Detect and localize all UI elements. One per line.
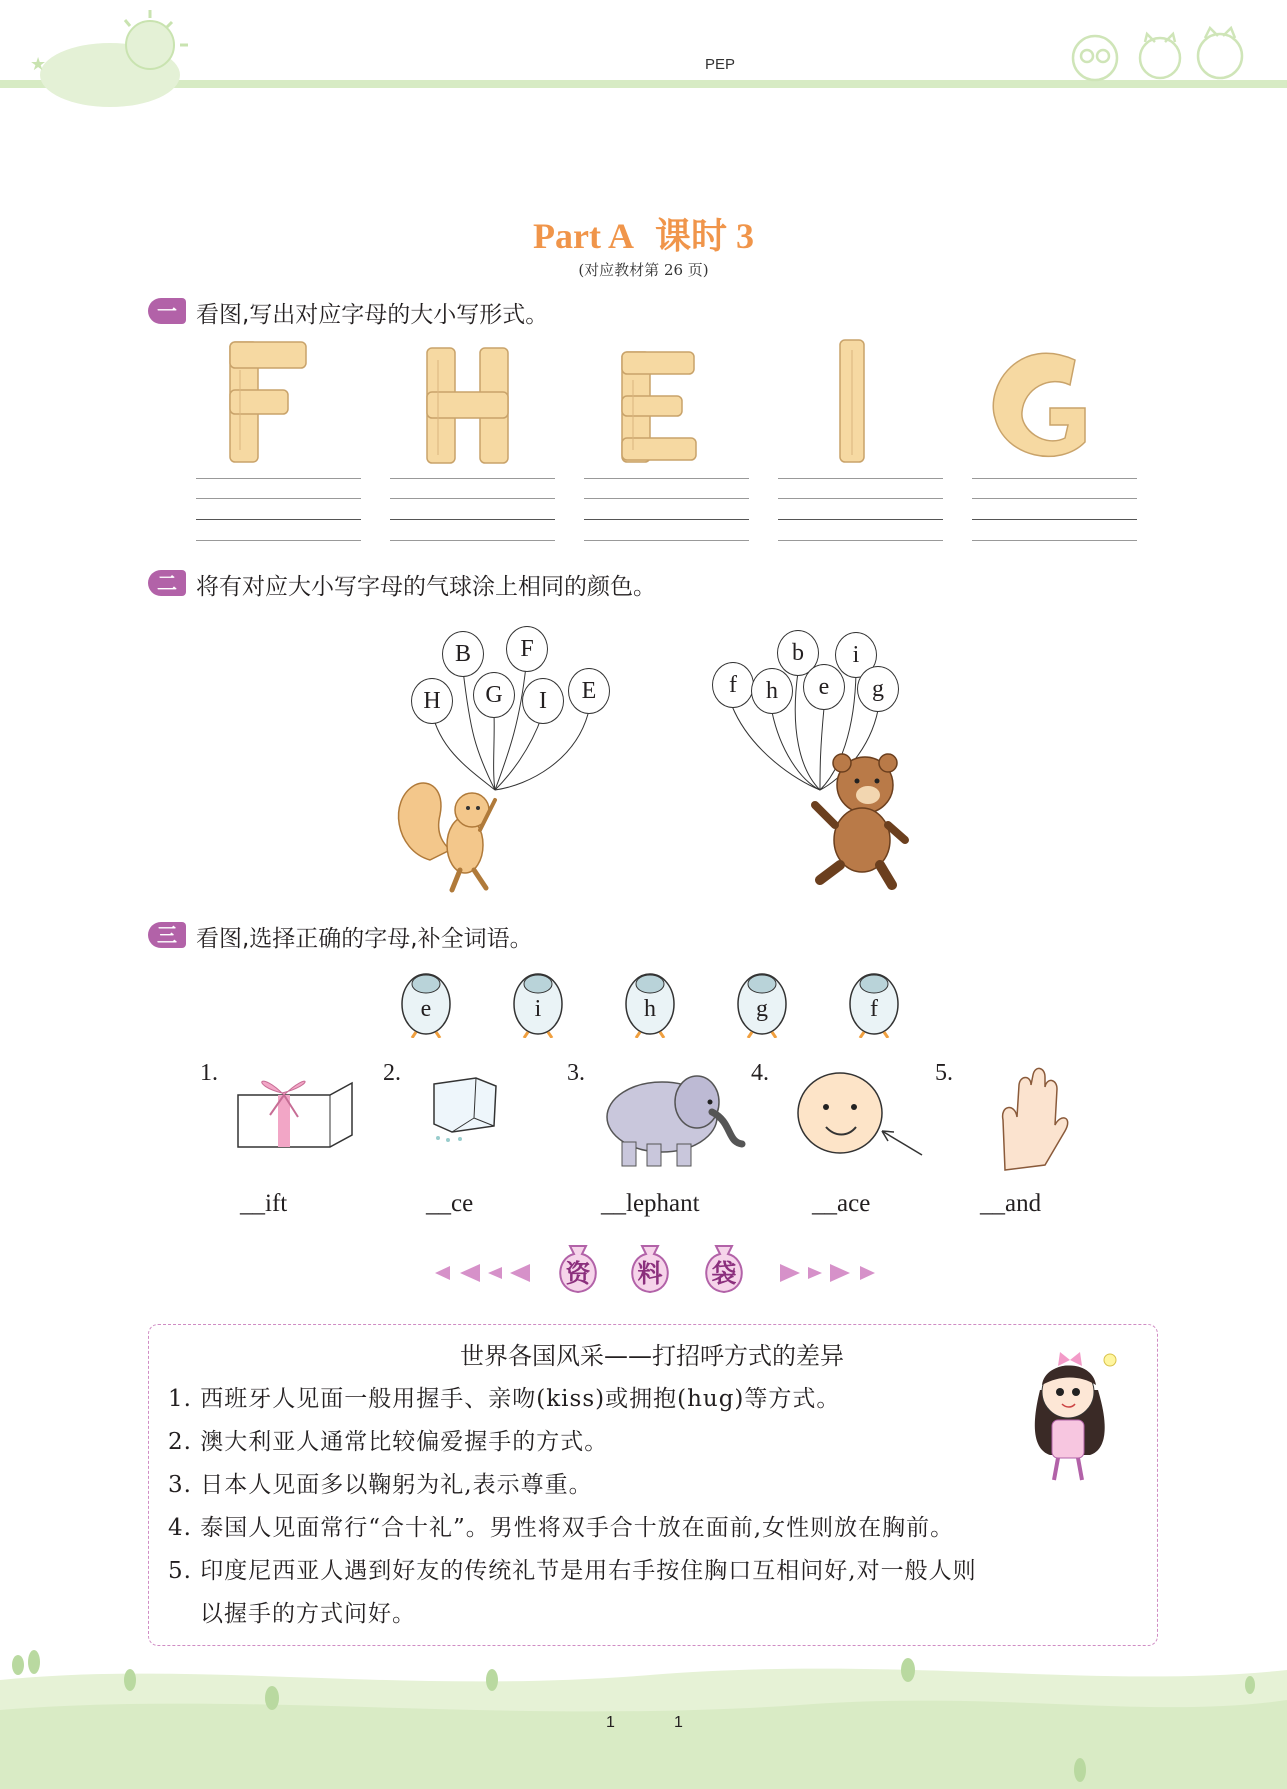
page-number-right: 1 [674, 1714, 683, 1731]
hand-icon [985, 1065, 1075, 1175]
bear-icon [800, 745, 920, 895]
page-number-left: 1 [606, 1714, 615, 1731]
balloon-lower-h[interactable]: h [751, 668, 793, 714]
info-line-5: 5. 印度尼西亚人遇到好友的传统礼节是用右手按住胸口互相问好,对一般人则 [168, 1558, 977, 1584]
elephant-icon [592, 1062, 752, 1172]
page-title [0, 208, 1287, 259]
section-badge-3: 三 [148, 922, 186, 948]
info-bag-1: 资 [554, 1240, 602, 1290]
question-number-2: 2. [383, 1060, 401, 1086]
balloon-upper-h[interactable]: H [411, 678, 453, 724]
option-penguin-e[interactable] [400, 970, 452, 1030]
section-instruction-2: 将有对应大小写字母的气球涂上相同的颜色。 [196, 574, 656, 600]
info-line-1: 1. 西班牙人见面一般用握手、亲吻(kiss)或拥抱(hug)等方式。 [168, 1386, 841, 1412]
girl-icon [1010, 1340, 1130, 1490]
question-number-4: 4. [751, 1060, 769, 1086]
info-bag-3: 袋 [700, 1240, 748, 1290]
part-label: Part A [533, 216, 634, 256]
squirrel-icon [390, 760, 520, 900]
balloon-upper-f[interactable]: F [506, 626, 548, 672]
info-line-3: 3. 日本人见面多以鞠躬为礼,表示尊重。 [168, 1472, 593, 1498]
fish-decoration-right [770, 1258, 880, 1288]
answer-blank-4[interactable]: __ace [812, 1190, 871, 1217]
balloon-lower-i[interactable]: i [835, 632, 877, 678]
balloon-upper-e[interactable]: E [568, 668, 610, 714]
face-icon [790, 1065, 930, 1165]
fish-decoration-left [430, 1258, 540, 1288]
wood-letter-g [993, 353, 1085, 456]
series-label: PEP [704, 56, 735, 73]
option-letter: i [534, 996, 542, 1022]
ice-icon [424, 1070, 514, 1145]
info-bag-2: 料 [626, 1240, 674, 1290]
question-number-5: 5. [935, 1060, 953, 1086]
balloon-lower-f[interactable]: f [712, 662, 754, 708]
wood-letter-f [230, 342, 306, 462]
info-title: 世界各国风采——打招呼方式的差异 [460, 1342, 844, 1370]
balloon-lower-e[interactable]: e [803, 664, 845, 710]
section-badge-1: 一 [148, 298, 186, 324]
option-penguin-g[interactable] [736, 970, 788, 1030]
option-penguin-f[interactable] [848, 970, 900, 1030]
balloon-lower-g[interactable]: g [857, 666, 899, 712]
animal-faces-decoration [1055, 20, 1255, 85]
lesson-label: 课时 3 [654, 216, 754, 256]
info-line-4: 4. 泰国人见面常行“合十礼”。男性将双手合十放在面前,女性则放在胸前。 [168, 1515, 955, 1541]
option-letter: g [756, 996, 768, 1022]
option-penguin-i[interactable] [512, 970, 564, 1030]
option-letter: f [870, 996, 878, 1022]
sun-cloud-decoration [0, 0, 220, 115]
section-badge-2: 二 [148, 570, 186, 596]
option-letter: e [420, 996, 432, 1022]
info-line-6: 以握手的方式问好。 [200, 1601, 416, 1627]
question-number-1: 1. [200, 1060, 218, 1086]
wooden-letters [190, 330, 1150, 470]
question-number-3: 3. [567, 1060, 585, 1086]
svg-text:★: ★ [30, 54, 47, 75]
answer-blank-3[interactable]: __lephant [601, 1190, 700, 1217]
option-penguin-h[interactable] [624, 970, 676, 1030]
section-instruction-3: 看图,选择正确的字母,补全词语。 [196, 926, 533, 952]
balloon-upper-g[interactable]: G [473, 672, 515, 718]
balloon-upper-b[interactable]: B [442, 631, 484, 677]
wood-letter-h [427, 348, 508, 463]
answer-blank-5[interactable]: __and [980, 1190, 1042, 1217]
answer-blank-1[interactable]: __ift [240, 1190, 288, 1217]
balloon-upper-i[interactable]: I [522, 678, 564, 724]
gift-icon [230, 1065, 360, 1155]
section-instruction-1: 看图,写出对应字母的大小写形式。 [196, 302, 549, 328]
balloon-lower-b[interactable]: b [777, 630, 819, 676]
page-subtitle: (对应教材第 26 页) [578, 261, 709, 279]
answer-blank-2[interactable]: __ce [426, 1190, 474, 1217]
info-line-2: 2. 澳大利亚人通常比较偏爱握手的方式。 [168, 1429, 609, 1455]
grass-footer [0, 1640, 1287, 1789]
option-letter: h [644, 996, 656, 1022]
